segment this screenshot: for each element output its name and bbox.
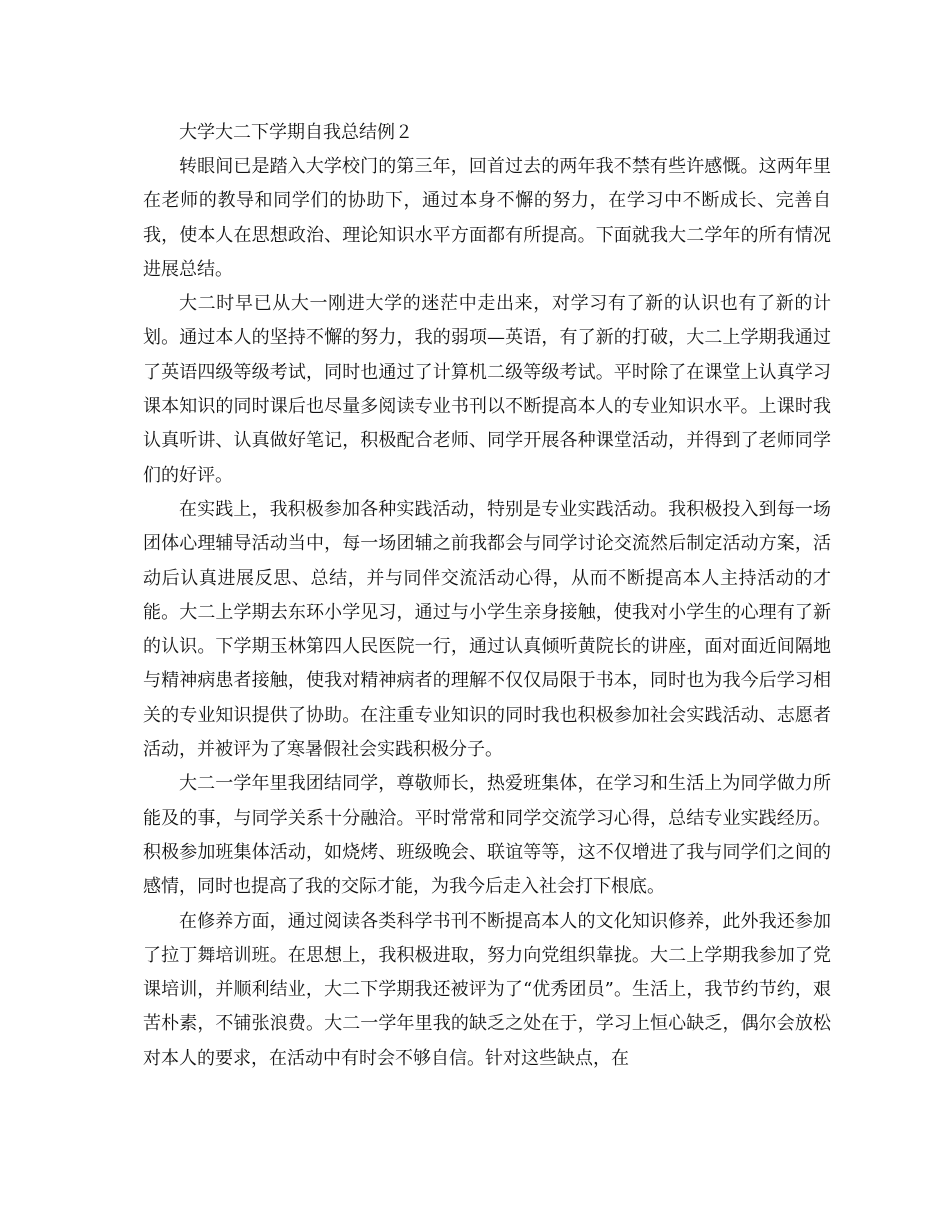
paragraph-5: 在修养方面，通过阅读各类科学书刊不断提高本人的文化知识修养，此外我还参加了拉丁舞培训班。在思想上，我积极进取，努力向党组织靠拢。大二上学期我参加了党课培训，并顺利结业，大二下学期我还被评为了“优秀团员”。生活上，我节约节约，艰苦朴素，不铺张浪费。大二一学年里我的缺乏之处在于，学习上恒心缺乏，偶尔会放松对本人的要求，在活动中有时会不够自信。针对这些缺点，在	[143, 910, 831, 1069]
paragraph-4: 大二一学年里我团结同学，尊敬师长，热爱班集体，在学习和生活上为同学做力所能及的事，与同学关系十分融洽。平时常常和同学交流学习心得，总结专业实践经历。积极参加班集体活动，如烧烤、班级晚会、联谊等等，这不仅增进了我与同学们之间的感情，同时也提高了我的交际才能，为我今后走入社会打下根底。	[143, 773, 831, 898]
paragraph-1: 转眼间已是踏入大学校门的第三年，回首过去的两年我不禁有些许感慨。这两年里在老师的教导和同学们的协助下，通过本身不懈的努力，在学习中不断成长、完善自我，使本人在思想政治、理论知识水平方面都有所提高。下面就我大二学年的所有情况进展总结。	[143, 156, 831, 280]
document-body	[143, 116, 831, 1076]
paragraph-2: 大二时早已从大一刚进大学的迷茫中走出来，对学习有了新的认识也有了新的计划。通过本人的坚持不懈的努力，我的弱项—英语，有了新的打破，大二上学期我通过了英语四级等级考试，同时也通过了计算机二级等级考试。平时除了在课堂上认真学习课本知识的同时课后也尽量多阅读专业书刊以不断提高本人的专业知识水平。上课时我认真听讲、认真做好笔记，积极配合老师、同学开展各种课堂活动，并得到了老师同学们的好评。	[143, 293, 831, 486]
document-title: 大学大二下学期自我总结例２	[179, 122, 413, 143]
paragraph-3: 在实践上，我积极参加各种实践活动，特别是专业实践活动。我积极投入到每一场团体心理辅导活动当中，每一场团辅之前我都会与同学讨论交流然后制定活动方案，活动后认真进展反思、总结，并与同伴交流活动心得，从而不断提高本人主持活动的才能。大二上学期去东环小学见习，通过与小学生亲身接触，使我对小学生的心理有了新的认识。下学期玉林第四人民医院一行，通过认真倾听黄院长的讲座，面对面近间隔地与精神病患者接触，使我对精神病者的理解不仅仅局限于书本，同时也为我今后学习相关的专业知识提供了协助。在注重专业知识的同时我也积极参加社会实践活动、志愿者活动，并被评为了寒暑假社会实践积极分子。	[143, 498, 831, 761]
